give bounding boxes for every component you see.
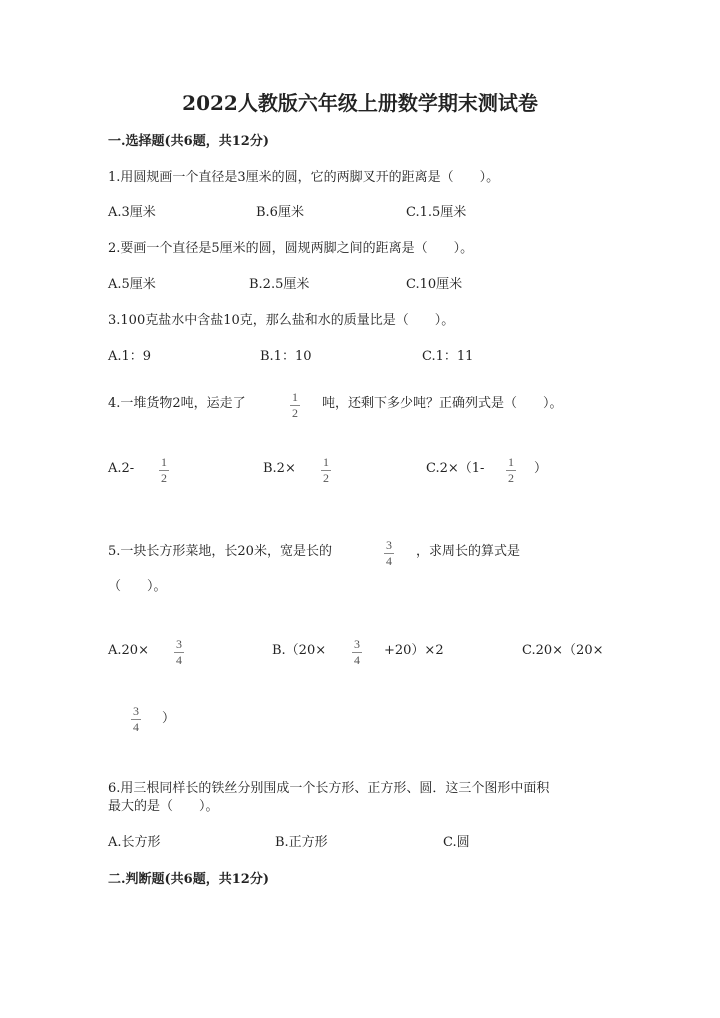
fraction-three-quarters — [384, 539, 394, 568]
q2-option-c: C.10厘米 — [406, 277, 463, 292]
numerator: 1 — [323, 455, 329, 469]
question-3: 3.100克盐水中含盐10克，那么盐和水的质量比是（ ）。 — [108, 313, 455, 328]
question-5-text-end: ，求周长的算式是 — [416, 544, 521, 559]
fraction-one-half — [506, 456, 516, 485]
q4-option-c-end: ） — [534, 461, 548, 476]
q5-option-c-end: ） — [162, 711, 176, 726]
numerator: 1 — [508, 455, 514, 469]
section-heading-judgement: 二.判断题(共6题，共12分) — [108, 872, 269, 887]
numerator: 3 — [133, 704, 139, 718]
denominator: 4 — [386, 554, 392, 568]
denominator: 4 — [354, 653, 360, 667]
fraction-three-quarters — [352, 638, 362, 667]
denominator: 2 — [508, 471, 514, 485]
q2-option-a: A.5厘米 — [108, 277, 156, 292]
q3-option-a: A.1：9 — [108, 349, 152, 364]
question-2: 2.要画一个直径是5厘米的圆，圆规两脚之间的距离是（ ）。 — [108, 241, 474, 256]
numerator: 3 — [354, 637, 360, 651]
q3-option-b: B.1：10 — [260, 349, 312, 364]
q6-option-c: C.圆 — [443, 835, 470, 850]
question-5-text: 5.一块长方形菜地，长20米，宽是长的 — [108, 544, 332, 559]
q1-option-c: C.1.5厘米 — [406, 205, 467, 220]
question-5-blank: （ ）。 — [108, 579, 167, 594]
q1-option-b: B.6厘米 — [256, 205, 304, 220]
fraction-one-half — [321, 456, 331, 485]
page-title: 2022人教版六年级上册数学期末测试卷 — [182, 91, 538, 115]
denominator: 2 — [323, 471, 329, 485]
q6-option-b: B.正方形 — [275, 835, 328, 850]
numerator: 1 — [161, 455, 167, 469]
numerator: 1 — [292, 390, 298, 404]
q1-option-a: A.3厘米 — [108, 205, 156, 220]
q4-option-c: C.2×（1- — [426, 461, 485, 476]
q5-option-a: A.20× — [108, 643, 149, 658]
fraction-three-quarters — [131, 705, 141, 734]
question-4-text-end: 吨，还剩下多少吨？正确列式是（ ）。 — [322, 396, 563, 411]
section-heading-choice: 一.选择题(共6题，共12分) — [108, 134, 269, 149]
q5-option-b: B.（20× — [272, 643, 327, 658]
q3-option-c: C.1：11 — [422, 349, 474, 364]
question-4-text: 4.一堆货物2吨，运走了 — [108, 396, 246, 411]
denominator: 2 — [161, 471, 167, 485]
question-6-line1: 6.用三根同样长的铁丝分别围成一个长方形、正方形、圆．这三个图形中面积 — [108, 781, 550, 796]
denominator: 2 — [292, 406, 298, 420]
q4-option-a: A.2- — [108, 461, 135, 476]
q6-option-a: A.长方形 — [108, 835, 161, 850]
question-1: 1.用圆规画一个直径是3厘米的圆，它的两脚叉开的距离是（ ）。 — [108, 170, 500, 185]
denominator: 4 — [133, 720, 139, 734]
numerator: 3 — [386, 538, 392, 552]
denominator: 4 — [176, 653, 182, 667]
fraction-one-half — [290, 391, 300, 420]
q5-option-c: C.20×（20× — [522, 643, 604, 658]
fraction-three-quarters — [174, 638, 184, 667]
q5-option-b-end: +20）×2 — [384, 643, 444, 658]
q2-option-b: B.2.5厘米 — [249, 277, 310, 292]
q4-option-b: B.2× — [263, 461, 296, 476]
numerator: 3 — [176, 637, 182, 651]
question-6-line2: 最大的是（ ）。 — [108, 799, 219, 814]
fraction-one-half — [159, 456, 169, 485]
